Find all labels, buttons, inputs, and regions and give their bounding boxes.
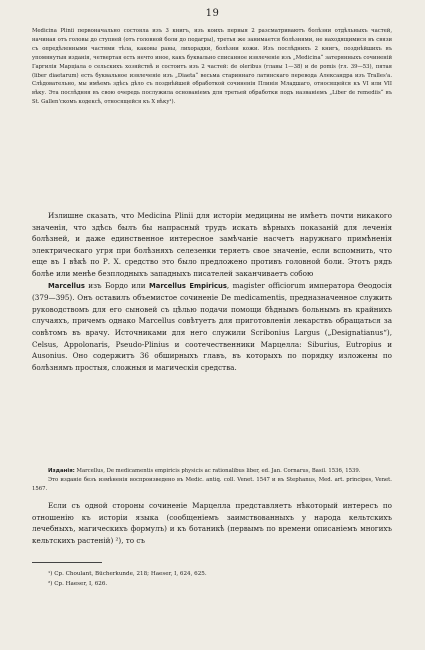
top-paragraph-text: Medicina Plinii первоначально состояла изъ 3 книгъ, изъ коихъ первыя 2 разсматриваютъ болѣзни отдѣльныхъ частей, начиная отъ головы до ступней (отъ головной боли до подагры), третья же занимается болѣзнями, не находящимися въ связи съ опредѣленными частями тѣла, каковы раны, лихорадки, болѣзни кожи. Изъ послѣднихъ 2 книгъ, позднѣйшихъ въ упомянутыя изданія, четвертая есть нечто иное, какъ буквально списанное извлеченіе изъ „Medicina“ затерянныхъ сочиненій Гаргилія Марціала о сельскихъ хозяйствѣ и состоитъ изъ 2 частей: de oleribus (главы 1—38) и de pomis (гл. 39—53), пятая (liber diaetarum) есть буквальное извлеченіе изъ „Diaeta“ весьма стариннаго латинскаго перевода Александра изъ Tralles'а. Слѣдовательно, мы имѣемъ здѣсь дѣло съ позднѣйшей обработкой сочиненія Плинія Младшаго, относящейся къ VI или VII вѣку. Эта послѣдняя въ свою очередь послужила основаніемъ для третьей обработки подъ названіемъ „Liber de remediis“ въ St. Gallen'скомъ кодексѣ, относящейся къ X вѣку¹). (32, 28, 392, 106)
page-number: 19 (205, 8, 220, 19)
marcellus-empiricus-name: Marcellus Empiricus (148, 281, 227, 290)
closing-paragraph-block (32, 500, 392, 546)
body-text (32, 210, 392, 373)
footnote-rule (32, 562, 102, 563)
footnote-2: ²) Cp. Haeser, I, 626. (48, 580, 108, 587)
edition-entry (32, 467, 392, 476)
marcellus-name: Marcellus (48, 281, 85, 290)
marcellus-text-a: изъ Бордо или (84, 280, 149, 290)
edition-label: Изданія: (48, 468, 75, 474)
footnotes (32, 570, 392, 589)
edition-note: Это изданіе безъ измѣненія воспроизведено въ Medic. antiq. coll. Venet. 1547 и въ Stephanus, Med. art. principes, Venet. 1567. (32, 476, 392, 492)
editions-block (32, 467, 392, 494)
paragraph-marcellus-interest: Если съ одной стороны сочиненіе Марцелла представляетъ нѣкоторый интересъ по отношенію къ исторіи языка (сообщеніемъ заимствованныхъ у народа кельтскихъ лечебныхъ, магическихъ формулъ) и къ ботаникѣ (первымъ по времени описаніемъ многихъ кельтскихъ растеній) ²), то съ (32, 501, 392, 545)
top-paragraph (32, 27, 392, 107)
edition-text: Marcellus, De medicamentis empiricis physicis ac rationalibus liber, ed. Jan. Cornarus, Basil. 1536, 1539. (76, 468, 361, 474)
paragraph-marcellus (32, 280, 392, 374)
marcellus-text-rest: , magister officiorum императора Ѳеодосія (379—395). Онъ оставилъ объемистое сочиненіе De medicamentis, предназначенное служить руководствомъ для его сыновей съ цѣлью подачи помощи бѣднымъ больнымъ въ крайнихъ случаяхъ, причемъ однако Marcellus совѣтуетъ для приготовленія лекарствъ обращаться за совѣтомъ въ врачу. Источниками для него служили Scribonius Largus („Designatianus“), Celsus, Appolonaris, Pseudo-Plinius и соотечественники Марцелла: Siburius, Eutropius и Ausonius. Оно содержитъ 36 обширныхъ главъ, въ которыхъ по порядку изложены по болѣзнямъ простыя, сложныя и магическія средства. (32, 280, 392, 372)
footnote-1: ¹) Cp. Choulant, Bücherkunde, 218; Haeser, I, 624, 625. (48, 571, 207, 577)
paragraph-medicina-plinii: Излишне сказать, что Medicina Plinii для исторіи медицины не имѣетъ почти никакого значенія, что здѣсь былъ бы напрасный трудъ искать вѣрныхъ показаній для леченія болѣзней, и даже единственное интересное замѣчаніе насчетъ наружнаго примѣненія электрическаго угря при болѣзняхъ селезенки теряетъ свое значеніе, если вспомнить, что еще въ I вѣкѣ по Р. Х. средство это было предложено противъ головной боли. Этотъ рядъ болѣе или менѣе безплодныхъ западныхъ писателей заканчиваетъ собою (32, 211, 392, 278)
